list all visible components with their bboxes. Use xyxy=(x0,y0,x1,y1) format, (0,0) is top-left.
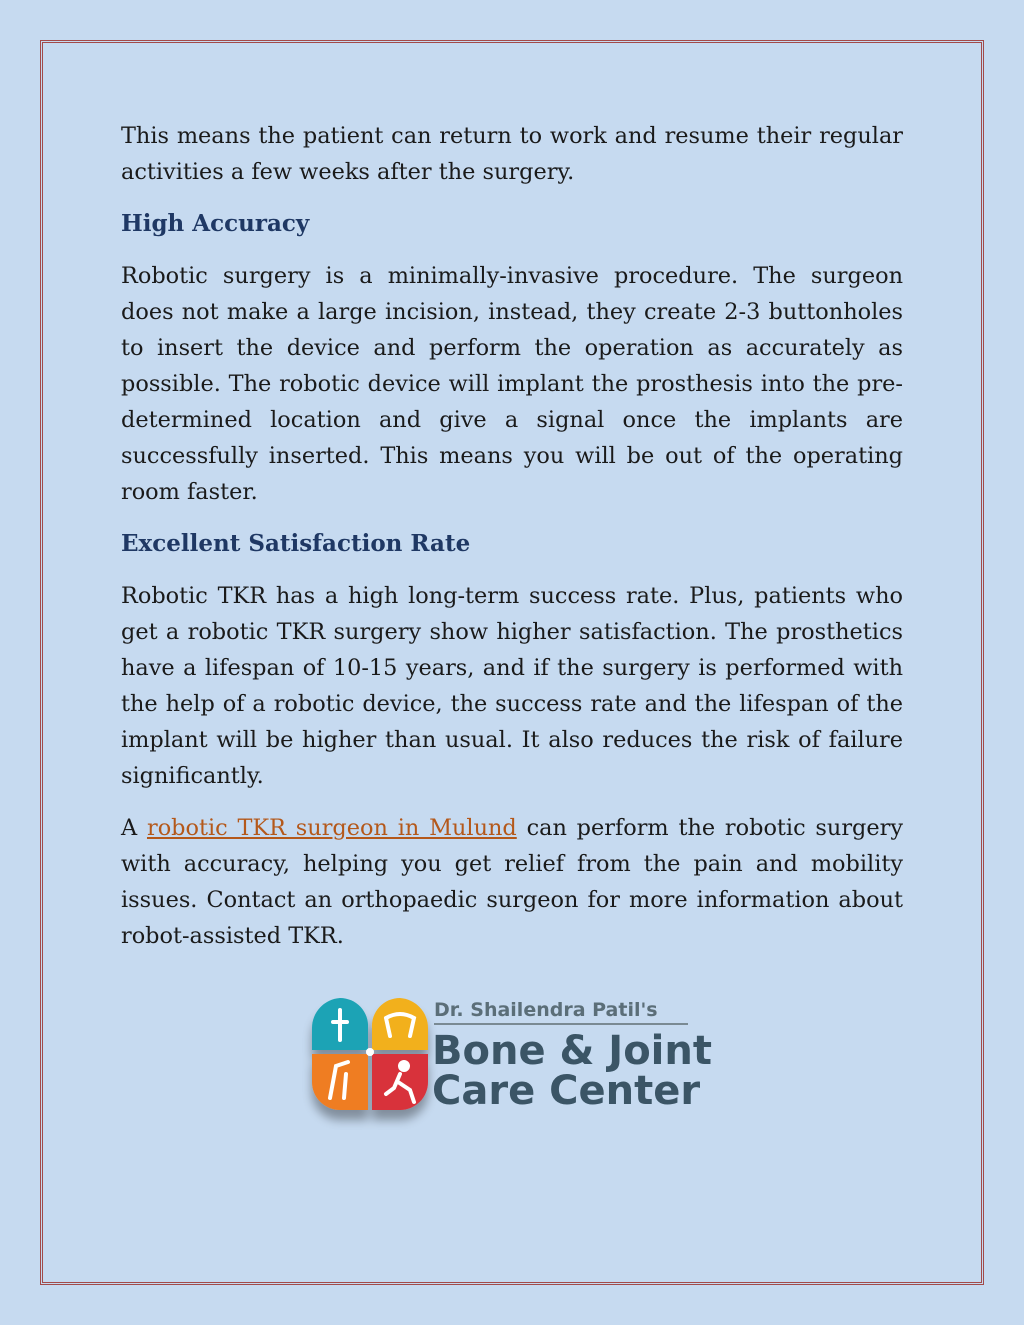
hip-icon xyxy=(372,998,428,1050)
leg-icon xyxy=(312,1054,368,1110)
paragraph-recovery: This means the patient can return to work and resume their regular activities a few weeks after the surgery. xyxy=(121,123,903,185)
heading-satisfaction: Excellent Satisfaction Rate xyxy=(121,530,471,557)
surgeon-link[interactable]: robotic TKR surgeon in Mulund xyxy=(146,815,517,841)
logo-line-bone-joint: Bone & Joint xyxy=(432,1028,712,1074)
document-body xyxy=(121,118,903,970)
paragraph-satisfaction: Robotic TKR has a high long-term success rate. Plus, patients who get a robotic TKR surgery show higher satisfaction. The prosthetics have a lifespan of 10-15 years, and if the surgery is performed with the help of a robotic device, the success rate and the lifespan of the implant will be higher than usual. It also reduces the risk of failure significantly. xyxy=(121,583,903,789)
heading-high-accuracy: High Accuracy xyxy=(121,210,310,237)
logo-line-care-center: Care Center xyxy=(432,1068,701,1114)
logo-doctor-name: Dr. Shailendra Patil's xyxy=(434,999,658,1021)
contact-prefix: A xyxy=(121,815,147,841)
contact-suffix: can perform the robotic surgery with accuracy, helping you get relief from the pain and mobility issues. Contact an orthopaedic surgeon for more information about robot-assisted TKR. xyxy=(121,815,903,949)
clinic-logo xyxy=(300,990,720,1150)
logo-graphic xyxy=(300,990,720,1150)
paragraph-accuracy: Robotic surgery is a minimally-invasive procedure. The surgeon does not make a large incision, instead, they create 2-3 buttonholes to insert the device and perform the operation as accurately as possible. The robotic device will implant the prosthesis into the pre-determined location and give a signal once the implants are successfully inserted. This means you will be out of the operating room faster. xyxy=(121,263,903,505)
paragraph-contact xyxy=(121,810,903,954)
